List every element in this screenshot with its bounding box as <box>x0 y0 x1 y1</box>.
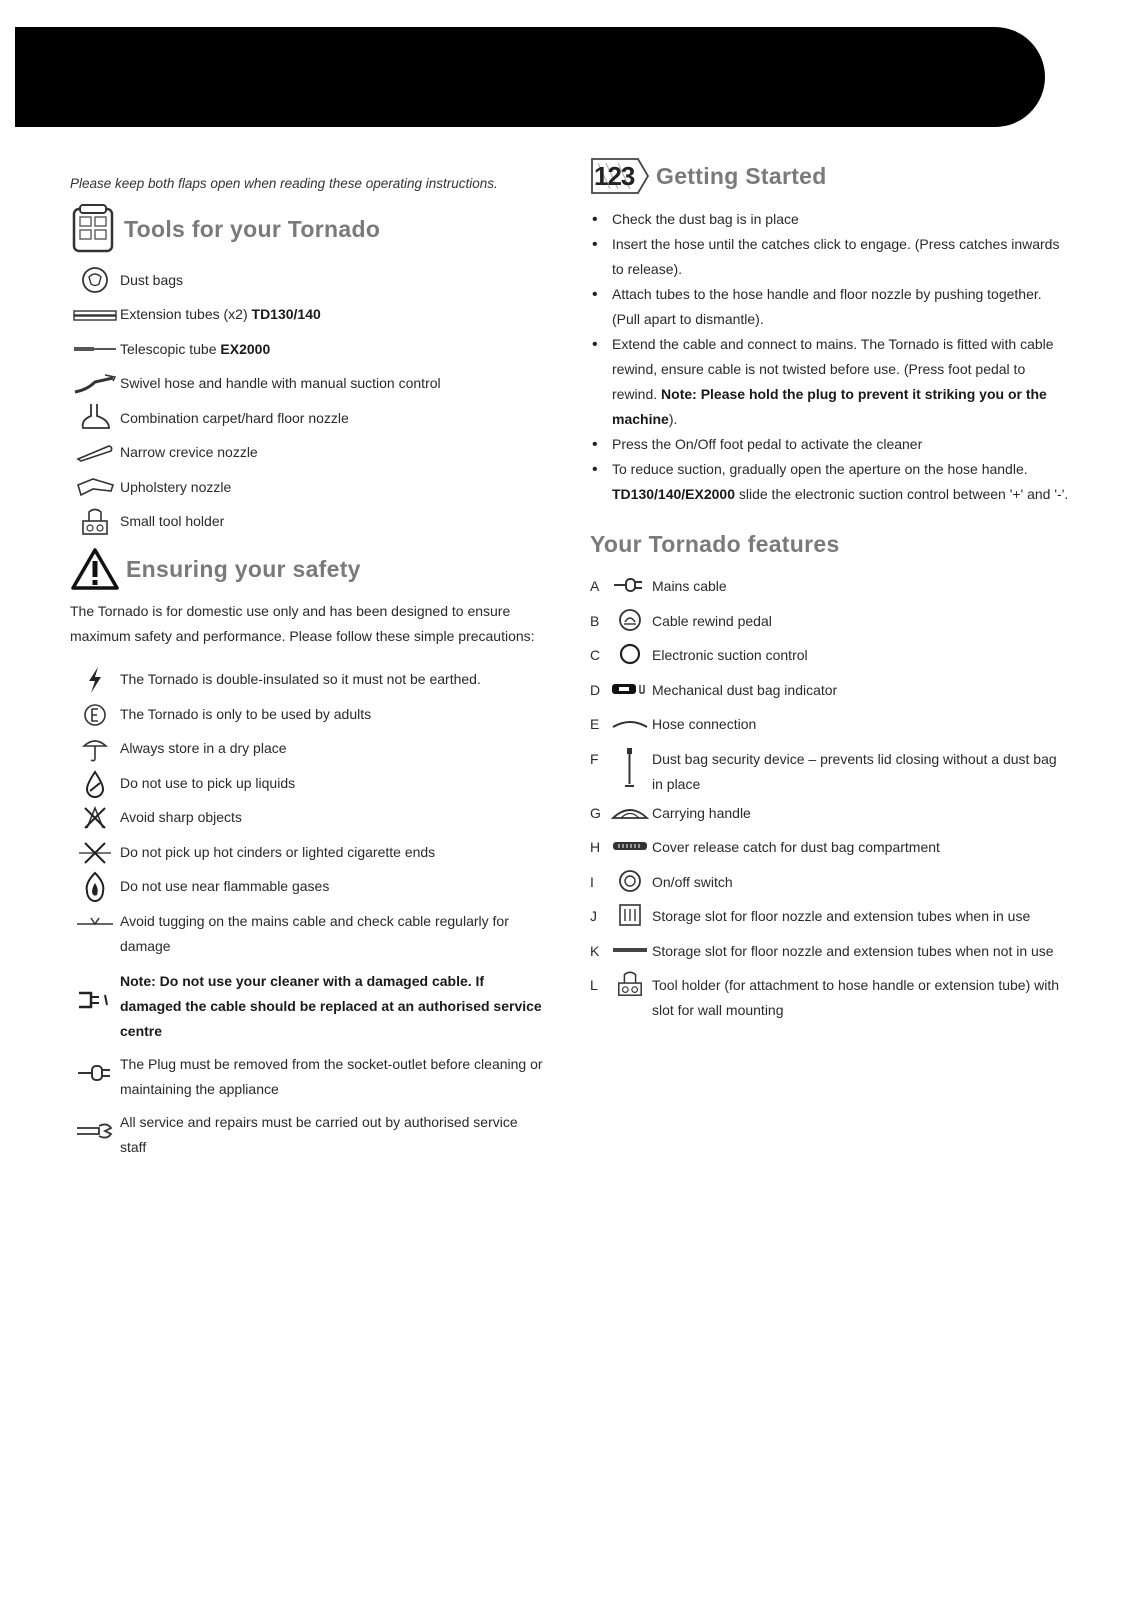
storage-slot-in-use-icon <box>608 900 652 930</box>
list-item: • Attach tubes to the hose handle and floor nozzle by pushing together. (Pull apart to dismantle). <box>590 282 1070 332</box>
list-item: J Storage slot for floor nozzle and extension tubes when in use <box>590 900 1070 935</box>
list-item: Avoid sharp objects <box>70 801 545 836</box>
adult-only-icon <box>70 698 120 732</box>
no-cigarettes-icon <box>70 836 120 870</box>
list-item: Note: Do not use your cleaner with a damaged cable. If damaged the cable should be replaced at an authorised service centre <box>70 965 545 1044</box>
list-item: Avoid tugging on the mains cable and check cable regularly for damage <box>70 905 545 959</box>
storage-slot-not-in-use-icon <box>608 935 652 965</box>
tool-holder-icon <box>70 505 120 539</box>
list-item: Do not use near flammable gases <box>70 870 545 905</box>
list-item: H Cover release catch for dust bag compartment <box>590 831 1070 866</box>
carrying-handle-icon <box>608 797 652 827</box>
safety-heading-text: Ensuring your safety <box>126 555 361 582</box>
flammable-gas-icon <box>70 870 120 904</box>
upholstery-nozzle-icon <box>70 470 120 504</box>
list-item: The Tornado is only to be used by adults <box>70 698 545 733</box>
dry-place-icon <box>70 732 120 766</box>
list-item: Narrow crevice nozzle <box>70 436 545 471</box>
getting-started-heading <box>590 153 1070 199</box>
left-column <box>70 170 545 1160</box>
no-sharp-objects-icon <box>70 801 120 835</box>
list-item: Do not pick up hot cinders or lighted cigarette ends <box>70 836 545 871</box>
plug-removal-icon <box>70 1048 120 1098</box>
list-item: • To reduce suction, gradually open the aperture on the hose handle. TD130/140/EX2000 slide the electronic suction control between '+' and '-'. <box>590 457 1070 507</box>
list-item: Dust bags <box>70 263 545 298</box>
cover-catch-icon <box>608 831 652 861</box>
safety-list <box>70 663 545 1160</box>
floor-nozzle-icon <box>70 401 120 435</box>
list-item: D Mechanical dust bag indicator <box>590 674 1070 709</box>
extension-tubes-icon <box>70 298 120 332</box>
list-item: All service and repairs must be carried out by authorised service staff <box>70 1106 545 1160</box>
getting-started-heading-text: Getting Started <box>656 162 827 189</box>
features-list <box>590 570 1070 1023</box>
list-item: Small tool holder <box>70 505 545 540</box>
list-item: • Check the dust bag is in place <box>590 207 1070 232</box>
list-item: C Electronic suction control <box>590 639 1070 674</box>
getting-started-list <box>590 207 1070 507</box>
lightning-icon <box>70 663 120 697</box>
steps-123-label: 123 <box>594 161 635 191</box>
tools-heading-text: Tools for your Tornado <box>124 215 381 242</box>
list-item: • Press the On/Off foot pedal to activate the cleaner <box>590 432 1070 457</box>
hose-connection-icon <box>608 708 652 738</box>
header-band <box>15 27 1045 127</box>
tools-section-icon <box>70 203 118 255</box>
list-item: I On/off switch <box>590 866 1070 901</box>
list-item: The Tornado is double-insulated so it must not be earthed. <box>70 663 545 698</box>
features-heading <box>590 531 1070 558</box>
steps-123-icon <box>590 153 650 199</box>
suction-control-icon <box>608 639 652 669</box>
list-item: The Plug must be removed from the socket-outlet before cleaning or maintaining the appliance <box>70 1048 545 1102</box>
service-icon <box>70 1106 120 1156</box>
list-item: F Dust bag security device – prevents lid closing without a dust bag in place <box>590 743 1070 797</box>
on-off-switch-icon <box>608 866 652 896</box>
telescopic-tube-icon <box>70 332 120 366</box>
list-item: Upholstery nozzle <box>70 470 545 505</box>
damaged-cable-icon <box>70 965 120 1035</box>
plug-icon <box>608 570 652 600</box>
list-item: K Storage slot for floor nozzle and extension tubes when not in use <box>590 935 1070 970</box>
cable-icon <box>70 905 120 939</box>
list-item: Extension tubes (x2) TD130/140 <box>70 298 545 333</box>
list-item: E Hose connection <box>590 708 1070 743</box>
intro-note: Please keep both flaps open when reading these operating instructions. <box>70 176 498 191</box>
no-liquids-icon <box>70 767 120 801</box>
list-item: A Mains cable <box>590 570 1070 605</box>
tools-list <box>70 263 545 539</box>
dust-bag-icon <box>70 263 120 297</box>
warning-icon <box>70 547 120 591</box>
list-item: Do not use to pick up liquids <box>70 767 545 802</box>
safety-heading <box>70 547 545 591</box>
hose-icon <box>70 367 120 401</box>
rewind-pedal-icon <box>608 605 652 635</box>
list-item: Swivel hose and handle with manual suction control <box>70 367 545 402</box>
crevice-nozzle-icon <box>70 436 120 470</box>
bag-indicator-icon <box>608 674 652 704</box>
features-heading-text: Your Tornado features <box>590 531 840 557</box>
safety-intro: The Tornado is for domestic use only and has been designed to ensure maximum safety and performance. Please follow these simple precautions: <box>70 603 535 644</box>
tools-heading <box>70 203 545 255</box>
list-item: B Cable rewind pedal <box>590 605 1070 640</box>
tool-holder-icon <box>608 969 652 999</box>
list-item: Always store in a dry place <box>70 732 545 767</box>
list-item: Telescopic tube EX2000 <box>70 332 545 367</box>
list-item: G Carrying handle <box>590 797 1070 832</box>
list-item: • Insert the hose until the catches click to engage. (Press catches inwards to release). <box>590 232 1070 282</box>
list-item: L Tool holder (for attachment to hose handle or extension tube) with slot for wall mounting <box>590 969 1070 1023</box>
list-item: Combination carpet/hard floor nozzle <box>70 401 545 436</box>
security-device-icon <box>608 743 652 793</box>
list-item: • Extend the cable and connect to mains. The Tornado is fitted with cable rewind, ensure cable is not twisted before use. (Press foot pedal to rewind. Note: Please hold the plug to prevent it striking you or the machine). <box>590 332 1070 432</box>
right-column <box>590 153 1070 1023</box>
